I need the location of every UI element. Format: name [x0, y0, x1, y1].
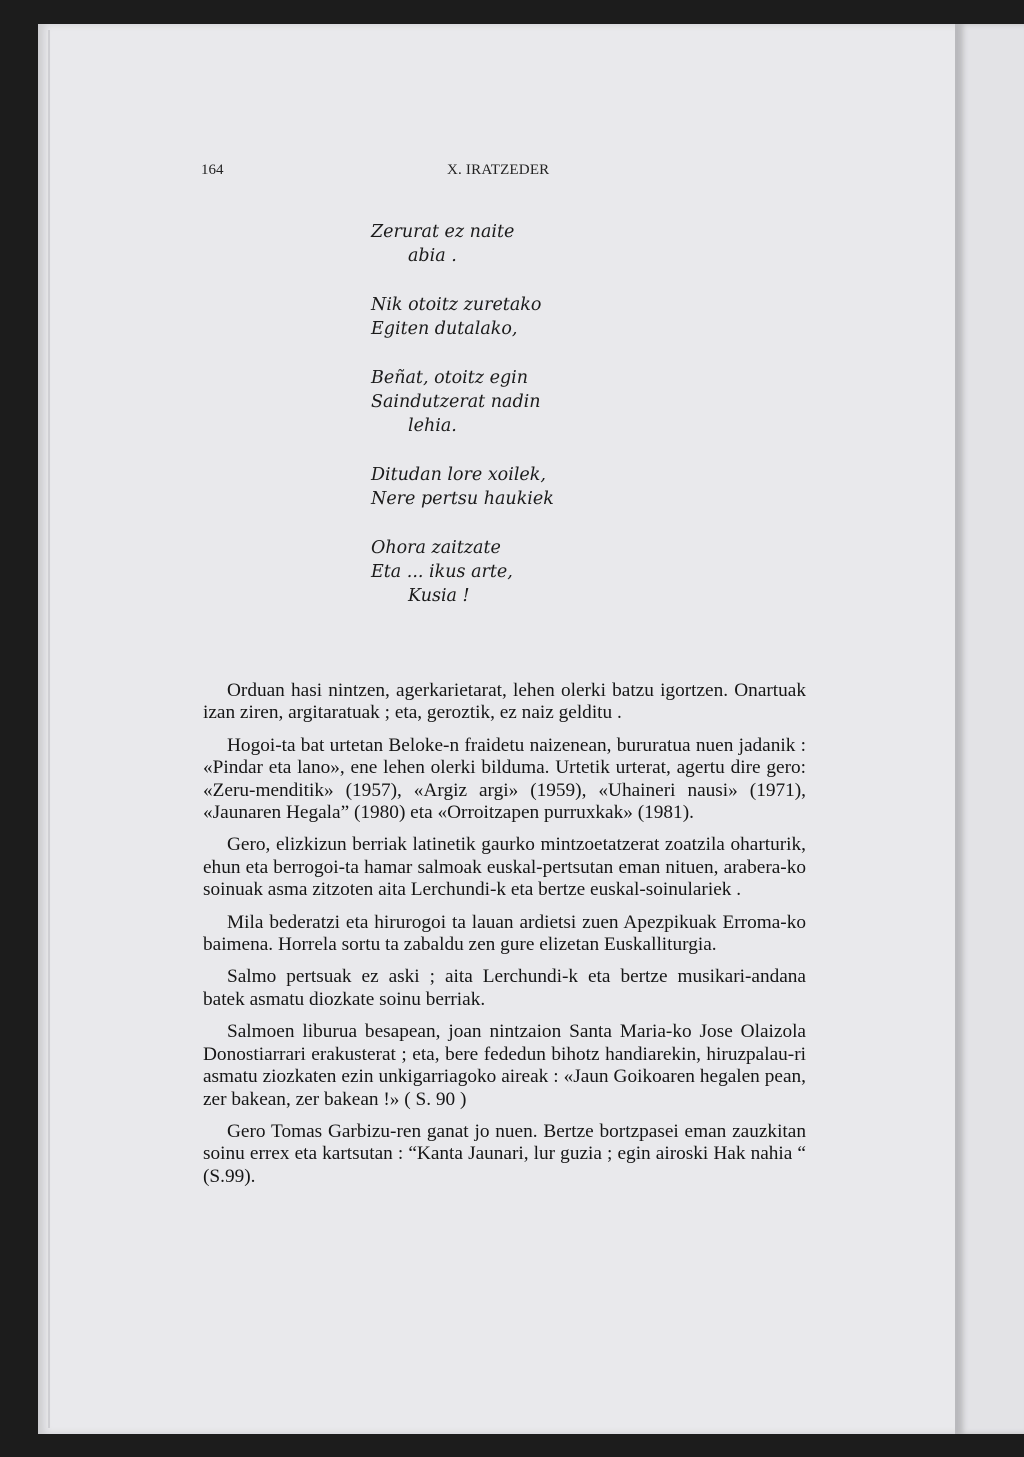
poem-line: Saindutzerat nadin: [371, 392, 541, 412]
poem-stanza: [371, 536, 611, 608]
poem-line: Nik otoitz zuretako: [371, 295, 542, 315]
poem-stanza: [371, 220, 611, 268]
poem-line: Zerurat ez naite: [371, 222, 515, 242]
running-header: [0, 160, 1024, 182]
poem-line: Eta ... ikus arte,: [371, 562, 513, 582]
poem-line: Egiten dutalako,: [371, 319, 518, 339]
poem: [371, 220, 611, 633]
poem-stanza: [371, 293, 611, 341]
poem-stanza: [371, 366, 611, 438]
poem-line: abia .: [408, 246, 457, 266]
paragraph: Salmoen liburua besapean, joan nintzaion Santa Maria-ko Jose Olaizola Donostiarrari erakusterat ; eta, bere fededun bihotz handiarekin, hiruzpalau-ri asmatu ziozkaten ezin unkigarriagoko aireak : «Jaun Goikoaren hegalen pean, zer bakean, zer bakean !» ( S. 90 ): [203, 1021, 806, 1110]
poem-stanza: [371, 463, 611, 511]
paragraph: Mila bederatzi eta hirurogoi ta lauan ardietsi zuen Apezpikuak Erroma-ko baimena. Horrela sortu ta zabaldu zen gure elizetan Euskalliturgia.: [203, 911, 806, 956]
paragraph: Orduan hasi nintzen, agerkarietarat, lehen olerki batzu igortzen. Onartuak izan ziren, argitaratuak ; eta, geroztik, ez naiz gelditu .: [203, 680, 806, 724]
paragraph: Gero, elizkizun berriak latinetik gaurko mintzoetatzerat zoatzila oharturik, ehun eta berrogoi-ta hamar salmoak euskal-pertsutan eman nituen, arabera-ko soinuak asma zitzoten aita Lerchundi-k eta bertze euskal-soinulariek .: [203, 834, 806, 901]
paragraph: Hogoi-ta bat urtetan Beloke-n fraidetu naizenean, bururatua nuen jadanik : «Pindar eta lano», ene lehen olerki bilduma. Urtetik urterat, agertu dire gero: «Zeru-menditik» (1957), «Argiz argi» (1959), «Uhaineri nausi» (1971), «Jaunaren Hegala” (1980) eta «Orroitzapen purruxkak» (1981).: [203, 734, 806, 824]
poem-line: lehia.: [408, 416, 457, 436]
paragraph: Gero Tomas Garbizu-ren ganat jo nuen. Bertze bortzpasei eman zauzkitan soinu errex eta kartsutan : “Kanta Jaunari, lur guzia ; egin airoski Hak nahia “ (S.99).: [203, 1120, 806, 1187]
body-text: [203, 680, 806, 1198]
poem-line: Ditudan lore xoilek,: [371, 465, 546, 485]
poem-line: Beñat, otoitz egin: [371, 368, 529, 388]
paragraph: Salmo pertsuak ez aski ; aita Lerchundi-k eta bertze musikari-andana batek asmatu diozkate soinu berriak.: [203, 966, 806, 1010]
page-number: 164: [201, 162, 224, 178]
poem-line: Ohora zaitzate: [371, 538, 501, 558]
facing-page-edge: [958, 24, 1024, 1434]
running-title: X. IRATZEDER: [447, 162, 550, 178]
page-edge: [48, 30, 50, 1428]
poem-line: Kusia !: [408, 586, 470, 606]
poem-line: Nere pertsu haukiek: [371, 489, 554, 509]
